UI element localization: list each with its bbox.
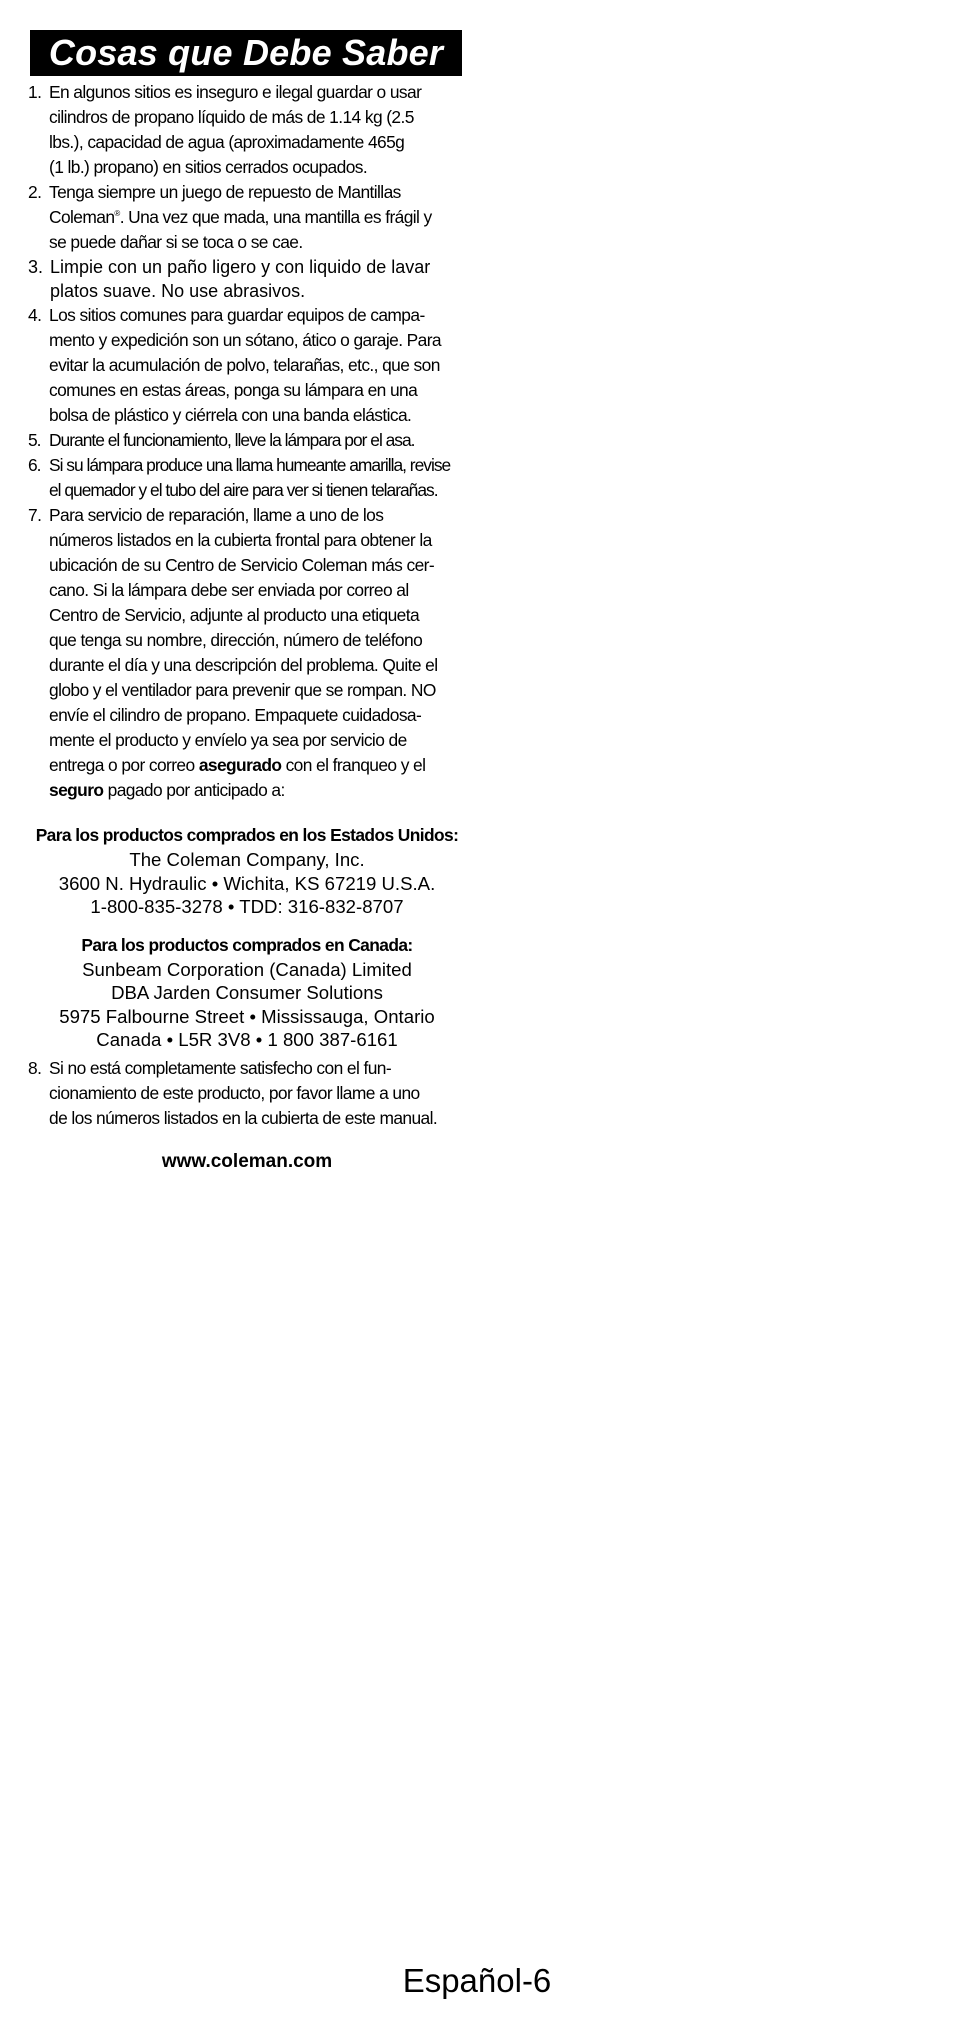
page-title: Cosas que Debe Saber xyxy=(30,30,462,76)
list-item: 7. Para servicio de reparación, llame a uno de los números listados en la cubierta frontal para obtener la ubicación de su Centro de Servicio Coleman más cer- cano. Si la lámpara debe ser enviada por correo al Centro de Servicio, adjunte al producto una etiqueta que tenga su nombre, dirección, número de teléfono durante el día y una descripción del problema. Quite el globo y el ventilador para prevenir que se rompan. NO envíe el cilindro de propano. Empaquete cuidadosa- mente el producto y envíelo ya sea por servicio de entrega o por correo asegurado con el franqueo y el seguro pagado por anticipado a: xyxy=(28,505,438,800)
list-item: 6. Si su lámpara produce una llama humeante amarilla, revise el quemador y el tubo del aire para ver si tienen telarañas. xyxy=(28,455,451,500)
list-item: 4. Los sitios comunes para guardar equipos de campa- mento y expedición son un sótano, ático o garaje. Para evitar la acumulación de polvo, telarañas, etc., que son comunes en estas áreas, ponga su lámpara en una bolsa de plástico y ciérrela con una banda elástica. xyxy=(28,305,442,425)
page-number: Español-6 xyxy=(402,1962,552,1999)
us-street-address: 3600 N. Hydraulic • Wichita, KS 67219 U.S.A. xyxy=(58,872,436,894)
canada-company-name: Sunbeam Corporation (Canada) Limited xyxy=(82,958,412,980)
list-item: 3. Limpie con un paño ligero y con liquido de lavar platos suave. No use abrasivos. xyxy=(28,257,431,301)
list-item: 5. Durante el funcionamiento, lleve la lámpara por el asa. xyxy=(28,430,415,450)
us-address-block xyxy=(28,823,466,919)
things-to-know-list xyxy=(28,80,466,803)
satisfaction-list xyxy=(28,1056,466,1131)
registered-mark: ® xyxy=(114,209,120,219)
canada-address-block xyxy=(28,933,466,1052)
us-phone: 1-800-835-3278 • TDD: 316-832-8707 xyxy=(90,896,404,917)
us-address-heading: Para los productos comprados en los Estados Unidos: xyxy=(35,825,459,845)
content-column xyxy=(28,30,466,1173)
list-item: 1. En algunos sitios es inseguro e ilegal guardar o usar cilindros de propano líquido de más de 1.14 kg (2.5 lbs.), capacidad de agua (aproximadamente 465g (1 lb.) propano) en sitios cerrados ocupados. xyxy=(28,82,422,177)
canada-street-address: 5975 Falbourne Street • Mississauga, Ontario xyxy=(59,1005,435,1027)
canada-dba-name: DBA Jarden Consumer Solutions xyxy=(111,982,383,1003)
website-link[interactable]: www.coleman.com xyxy=(161,1150,333,1172)
canada-postal-phone: Canada • L5R 3V8 • 1 800 387-6161 xyxy=(96,1029,398,1050)
list-item: 2. Tenga siempre un juego de repuesto de Mantillas Coleman®. Una vez que mada, una mantilla es frágil y se puede dañar si se toca o se cae. xyxy=(28,182,432,252)
list-item: 8. Si no está completamente satisfecho con el fun- cionamiento de este producto, por favor llame a uno de los números listados en la cubierta de este manual. xyxy=(28,1057,438,1128)
canada-address-heading: Para los productos comprados en Canada: xyxy=(81,934,413,955)
us-company-name: The Coleman Company, Inc. xyxy=(129,849,365,870)
